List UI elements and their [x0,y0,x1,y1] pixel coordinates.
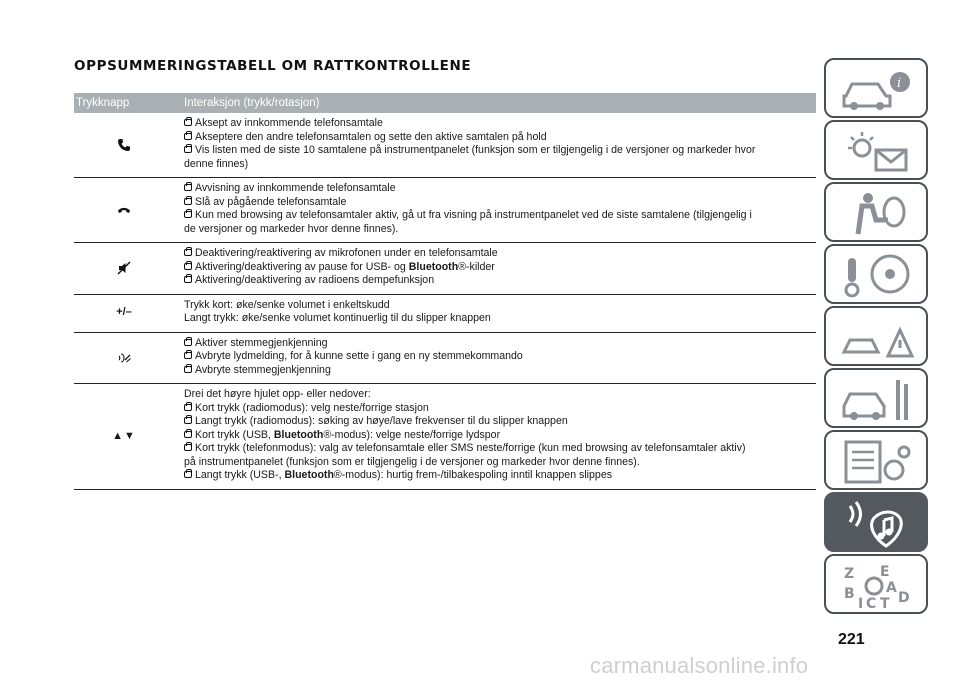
text: Kort trykk (radiomodus): velg neste/forrige stasjon [195,401,429,414]
text: Deaktivering/reaktivering av mikrofonen under en telefonsamtale [195,247,498,259]
key-text: +/– [116,306,132,319]
text: Trykk kort: øke/senke volumet i enkeltskudd [184,298,390,311]
row-description [184,113,816,177]
bullet-icon [184,404,192,411]
text: Langt trykk: øke/senke volumet kontinuerlig til du slipper knappen [184,312,491,324]
table-row [74,178,816,243]
description-line [184,456,816,470]
bullet-icon [184,339,192,346]
bullet-icon [184,366,192,373]
brand-text: Bluetooth [273,428,324,441]
table-header [74,93,816,113]
description-line [184,261,816,275]
description-line [184,429,816,443]
row-description [184,384,816,489]
description-line [184,144,816,158]
key-label [74,295,184,332]
row-description [184,333,816,384]
description-line [184,402,816,416]
description-line [184,415,816,429]
description-line [184,469,816,483]
text: denne finnes) [184,157,249,170]
bullet-icon [184,276,192,283]
text: Avbryte stemmegjenkjenning [195,363,331,376]
description-line [184,117,816,131]
row-description [184,243,816,294]
chapter-tab-technical-data[interactable] [824,430,928,490]
description-line [184,158,816,172]
text: Aktiver stemmegjenkjenning [195,336,328,349]
chapter-tab-warning-lights[interactable] [824,120,928,180]
table-row [74,243,816,295]
svg-text:C: C [866,596,877,610]
phone-accept-icon [74,113,184,177]
description-line [184,299,816,313]
description-line [184,131,816,145]
text: Kun med browsing av telefonsamtaler aktiv, gå ut fra visning på instrumentpanelet ved de siste samtalene (tilgjengelig i [195,209,752,221]
svg-text:A: A [886,580,897,596]
text: Aksept av innkommende telefonsamtale [195,117,383,129]
description-line [184,337,816,351]
text: Slå av pågående telefonsamtale [195,195,347,208]
chapter-tab-car-info[interactable] [824,58,928,118]
chapter-tab-steering-key[interactable] [824,244,928,304]
description-line [184,182,816,196]
header-description: Interaksjon (trykk/rotasjon) [184,97,320,109]
key-label [74,384,184,489]
row-description [184,295,816,332]
bullet-icon [184,417,192,424]
description-line [184,196,816,210]
chapter-tab-index[interactable] [824,554,928,614]
text: Drei det høyre hjulet opp- eller nedover: [184,388,371,400]
description-line [184,247,816,261]
svg-text:I: I [858,596,864,610]
chapter-tab-maintenance[interactable] [824,368,928,428]
text: Langt trykk (radiomodus): søking av høye/lave frekvenser til du slipper knappen [195,415,568,427]
chapter-tab-airbag-seat[interactable] [824,182,928,242]
chapter-tab-multimedia[interactable] [824,492,928,552]
phone-hangup-icon [74,178,184,242]
description-line [184,442,816,456]
text: de versjoner og markeder hvor denne finnes). [184,222,399,235]
table-row [74,384,816,490]
svg-text:i: i [897,76,902,91]
text: Akseptere den andre telefonsamtalen og sette den aktive samtalen på hold [195,130,547,143]
page-title: OPPSUMMERINGSTABELL OM RATTKONTROLLENE [74,58,472,74]
bullet-icon [184,263,192,270]
bullet-icon [184,471,192,478]
text: Langt trykk (USB-, [195,469,285,481]
steering-controls-table [74,93,816,490]
bullet-icon [184,184,192,191]
svg-text:B: B [844,586,855,602]
description-line [184,209,816,223]
text: Vis listen med de siste 10 samtalene på instrumentpanelet (funksjon som er tilgjengelig i de versjoner og markeder hvor [195,144,756,156]
bullet-icon [184,133,192,140]
text: Aktivering/deaktivering av radioens dempefunksjon [195,274,435,286]
svg-text:D: D [898,590,910,606]
bullet-icon [184,431,192,438]
bullet-icon [184,119,192,126]
svg-text:Z: Z [844,566,855,582]
text: ®-modus): hurtig frem-/tilbakespoling inntil knappen slippes [333,469,613,481]
table-row [74,333,816,385]
key-text: ▲▼ [112,429,136,442]
bullet-icon [184,352,192,359]
voice-command-icon [74,333,184,384]
bullet-icon [184,249,192,256]
text: Avvisning av innkommende telefonsamtale [195,182,396,194]
table-row [74,295,816,333]
svg-text:E: E [880,564,890,580]
bullet-icon [184,444,192,451]
description-line [184,274,816,288]
bullet-icon [184,198,192,205]
svg-text:T: T [880,596,890,610]
description-line [184,364,816,378]
header-key: Trykknapp [76,97,130,109]
text: ®-modus): velge neste/forrige lydspor [323,428,501,441]
watermark: carmanualsonline.info [590,653,809,678]
text: på instrumentpanelet (funksjon som er tilgjengelig i de versjoner og markeder hvor denne finnes). [184,455,640,468]
description-line [184,223,816,237]
bullet-icon [184,211,192,218]
text: ®-kilder [458,260,495,273]
mute-icon [74,243,184,294]
brand-text: Bluetooth [408,260,459,273]
table-body [74,113,816,490]
brand-text: Bluetooth [284,469,334,481]
table-row [74,113,816,178]
bullet-icon [184,146,192,153]
chapter-tab-breakdown[interactable] [824,306,928,366]
description-line [184,312,816,326]
text: Aktivering/deaktivering av pause for USB- og [195,260,409,273]
description-line [184,388,816,402]
text: Kort trykk (USB, [195,428,274,441]
page-number: 221 [838,631,865,648]
text: Avbryte lydmelding, for å kunne sette i gang en ny stemmekommando [195,350,523,362]
text: Kort trykk (telefonmodus): valg av telefonsamtale eller SMS neste/forrige (kun med browsing av telefonsamtaler aktiv) [195,442,746,454]
row-description [184,178,816,242]
description-line [184,350,816,364]
